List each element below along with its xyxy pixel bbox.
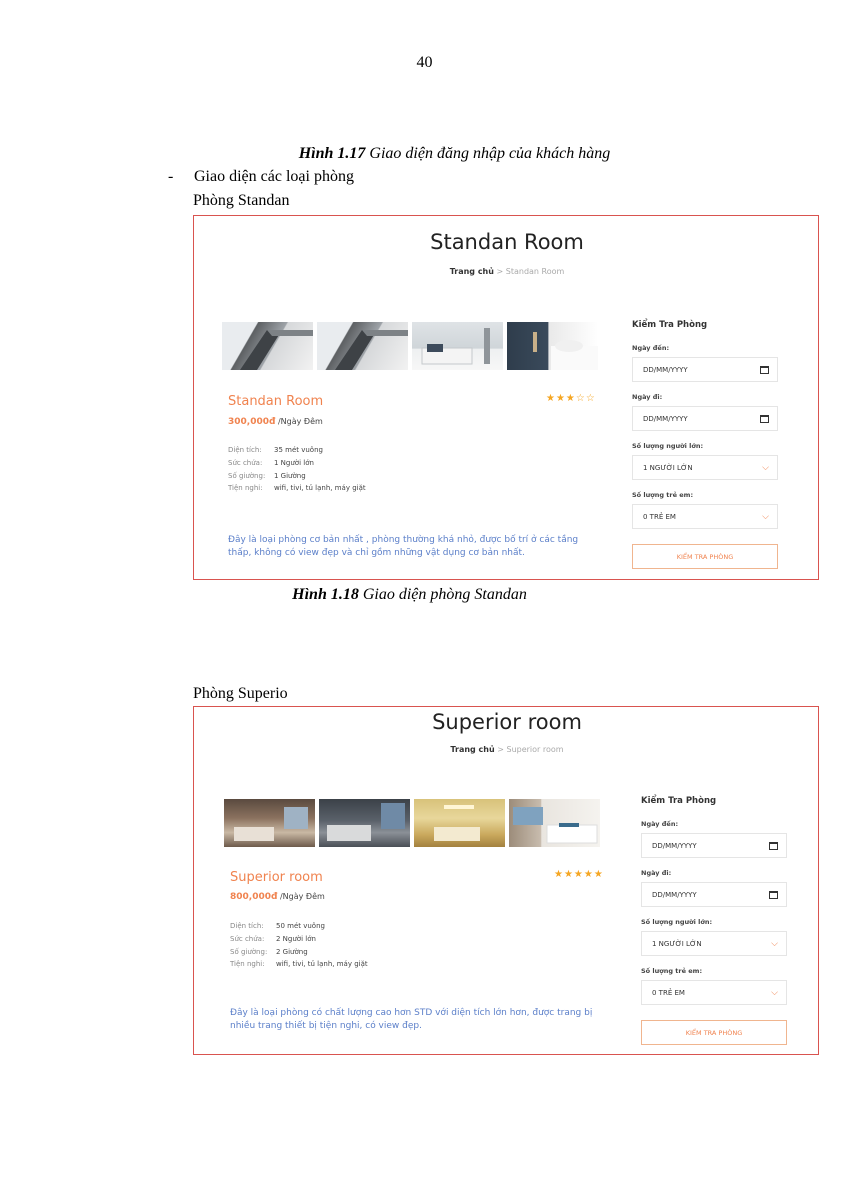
spec-row: Diện tích: 35 mét vuông	[228, 446, 323, 455]
spec-row: Tiện nghi: wifi, tivi, tủ lạnh, máy giặt	[228, 484, 366, 493]
booking-panel	[632, 320, 778, 569]
breadcrumb-home[interactable]: Trang chủ	[450, 745, 495, 754]
calendar-icon[interactable]	[760, 415, 769, 423]
arrival-label: Ngày đến:	[632, 344, 670, 352]
chevron-down-icon: ⌵	[771, 987, 778, 998]
adults-select[interactable]: 1 NGƯỜI LỚN ⌵	[632, 455, 778, 480]
room-price: 300,000đ /Ngày Đêm	[228, 417, 323, 427]
departure-date-input[interactable]: DD/MM/YYYY	[641, 882, 787, 907]
children-label: Số lượng trẻ em:	[641, 967, 703, 975]
screenshot-standard-room	[193, 215, 819, 580]
room-heading-standard: Phòng Standan	[193, 192, 290, 209]
breadcrumb-home[interactable]: Trang chủ	[449, 267, 494, 276]
children-select[interactable]: 0 TRẺ EM ⌵	[632, 504, 778, 529]
check-room-button[interactable]: KIỂM TRA PHÒNG	[632, 544, 778, 569]
room-photo[interactable]	[509, 799, 600, 847]
room-specs	[228, 444, 366, 495]
booking-panel	[641, 796, 787, 1045]
spec-row: Sức chứa: 1 Người lớn	[228, 459, 314, 468]
room-specs	[230, 920, 368, 971]
room-photo[interactable]	[414, 799, 505, 847]
chevron-down-icon: ⌵	[762, 511, 769, 522]
breadcrumb-current: Standan Room	[505, 267, 565, 276]
room-gallery	[224, 799, 600, 847]
breadcrumb: Trang chủ > Superior room	[450, 745, 564, 754]
booking-panel-title: Kiểm Tra Phòng	[632, 320, 708, 330]
rating-stars: ★★★★★	[554, 869, 604, 880]
arrival-label: Ngày đến:	[641, 820, 679, 828]
adults-label: Số lượng người lớn:	[641, 918, 713, 926]
arrival-date-input[interactable]: DD/MM/YYYY	[632, 357, 778, 382]
children-label: Số lượng trẻ em:	[632, 491, 694, 499]
calendar-icon[interactable]	[769, 842, 778, 850]
chevron-down-icon: ⌵	[762, 462, 769, 473]
room-photo[interactable]	[319, 799, 410, 847]
calendar-icon[interactable]	[769, 891, 778, 899]
adults-select[interactable]: 1 NGƯỜI LỚN ⌵	[641, 931, 787, 956]
arrival-date-input[interactable]: DD/MM/YYYY	[641, 833, 787, 858]
departure-label: Ngày đi:	[632, 393, 663, 401]
room-description: Đây là loại phòng cơ bản nhất , phòng thường khá nhỏ, được bố trí ở các tầng thấp, không có view đẹp và chỉ gồm những vật dụng cơ bản nhất.	[228, 535, 579, 558]
rating-stars: ★★★☆☆	[546, 393, 596, 404]
figure-caption-1-18: Hình 1.18 Giao diện phòng Standan	[292, 586, 527, 603]
page-title: Standan Room	[430, 230, 584, 254]
room-name: Standan Room	[228, 394, 324, 409]
screenshot-superior-room	[193, 706, 819, 1055]
breadcrumb: Trang chủ > Standan Room	[449, 267, 565, 276]
departure-label: Ngày đi:	[641, 869, 672, 877]
spec-row: Diện tích: 50 mét vuông	[230, 922, 325, 931]
room-photo[interactable]	[224, 799, 315, 847]
page-number: 40	[416, 54, 433, 71]
room-gallery	[222, 322, 598, 370]
spec-row: Số giường: 2 Giường	[230, 947, 308, 956]
calendar-icon[interactable]	[760, 366, 769, 374]
spec-row: Số giường: 1 Giường	[228, 471, 306, 480]
departure-date-input[interactable]: DD/MM/YYYY	[632, 406, 778, 431]
spec-row: Tiện nghi: wifi, tivi, tủ lạnh, máy giặt	[230, 960, 368, 969]
room-photo[interactable]	[222, 322, 313, 370]
figure-caption-1-17: Hình 1.17 Giao diện đăng nhập của khách hàng	[298, 145, 611, 162]
room-photo[interactable]	[317, 322, 408, 370]
adults-label: Số lượng người lớn:	[632, 442, 704, 450]
check-room-button[interactable]: KIỂM TRA PHÒNG	[641, 1020, 787, 1045]
room-price: 800,000đ /Ngày Đêm	[230, 892, 325, 902]
room-heading-superior: Phòng Superio	[193, 685, 288, 702]
booking-panel-title: Kiểm Tra Phòng	[641, 796, 717, 806]
room-name: Superior room	[230, 870, 323, 885]
chevron-down-icon: ⌵	[771, 938, 778, 949]
children-select[interactable]: 0 TRẺ EM ⌵	[641, 980, 787, 1005]
spec-row: Sức chứa: 2 Người lớn	[230, 935, 316, 944]
room-photo[interactable]	[507, 322, 598, 370]
section-bullet: - Giao diện các loại phòng	[168, 168, 354, 185]
breadcrumb-current: Superior room	[506, 745, 564, 754]
room-photo[interactable]	[412, 322, 503, 370]
room-description: Đây là loại phòng có chất lượng cao hơn STD với diện tích lớn hơn, được trang bị nhiều trang thiết bị tiện nghi, có view đẹp.	[230, 1008, 593, 1031]
page-title: Superior room	[432, 710, 582, 734]
